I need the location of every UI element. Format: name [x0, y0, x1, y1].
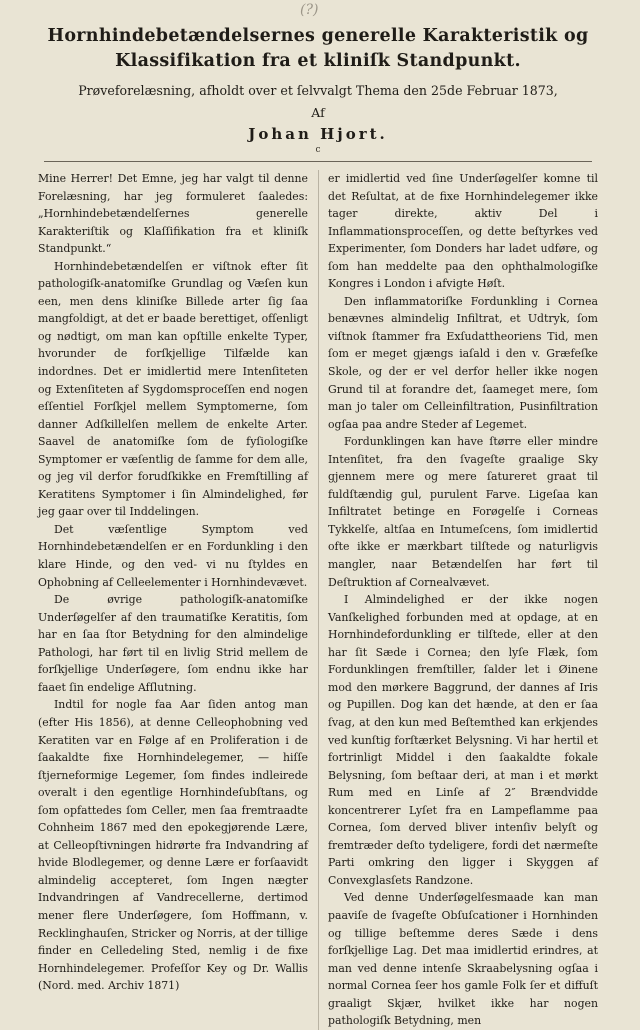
- author-name: Johan Hjort.: [248, 125, 388, 143]
- page-mark: (?): [300, 2, 319, 18]
- paragraph: Fordunklingen kan have ſtørre eller mindre Intenſitet, fra den ſvageſte graalige Sky gjennem mere og mere ſatureret graat til fuldſtændig gul, purulent Farve. Ligeſaa kan Infiltratet betinge en Forøgelſe i Corneas Tykkelſe, altſaa en Intumeſcens, ſom imidlertid ofte ikke er mærkbart tilſtede og naturligvis mangler, naar Betændelſen har ført til Deſtruktion af Cornealvævet.: [328, 435, 598, 589]
- text-columns: [38, 170, 598, 1030]
- paragraph: Indtil for nogle faa Aar ſiden antog man (efter His 1856), at denne Celleophobning ved Keratiten var en Følge af en Proliferation i de ſaakaldte fixe Hornhindelegemer, — hiſſe ſtjerneformige Legemer, ſom findes indleirede overalt i den egentlige Hornhindeſubſtans, og ſom opfattedes ſom Celler, men ſaa fremtraadte Cohnheim 1867 med den epokegjørende Lære, at Celleopſtivningen hidrørte fra Indvandring af hvide Blodlegemer, og denne Lære er forſaavidt almindelig accepteret, ſom Ingen nægter Indvandringen af Vandrecellerne, dertimod mener flere Underſøgere, ſom Hoffmann, v. Recklinghauſen, Stricker og Norris, at der tillige finder en Celledeling Sted, nemlig i de fixe Hornhindelegemer. Profeſſor Key og Dr. Wallis (Nord. med. Archiv 1871): [38, 698, 308, 993]
- column-divider: [318, 170, 319, 1030]
- paragraph: De øvrige pathologiſk-anatomiſke Underſøgelſer af den traumatiſke Keratitis, ſom har en ſaa ſtor Betydning for den almindelige Pathologi, har ført til en livlig Strid mellem de forſkjellige Underſøgere, ſom endnu ikke har faaet ſin endelige Afſlutning.: [38, 593, 308, 694]
- paragraph: Mine Herrer! Det Emne, jeg har valgt til denne Forelæsning, har jeg formuleret ſaaledes: „Hornhindebetændelſernes generelle Karakteriſtik og Klaſſifikation fra et kliniſk Standpunkt.“: [38, 172, 308, 256]
- paragraph: I Almindelighed er der ikke nogen Vanſkelighed forbunden med at opdage, at en Hornhindefordunkling er tilſtede, eller at den har ſit Sæde i Cornea; den lyſe Flæk, ſom Fordunklingen fremſtiller, ſalder let i Øinene mod den mørkere Baggrund, der dannes af Iris og Pupillen. Dog kan det hænde, at den er ſaa ſvag, at den kun med Beſtemthed kan erkjendes ved kunſtig forſtærket Belysning. Vi har hertil et fortrinligt Middel i den ſaakaldte fokale Belysning, ſom beſtaar deri, at man i et mørkt Rum med en Linſe af 2″ Brændvidde koncentrerer Lyſet fra en Lampeflamme paa Cornea, ſom derved bliver intenſiv belyſt og fremtræder deſto tydeligere, fordi det nærmeſte Parti omkring den ligger i Skyggen af Convexglasſets Randzone.: [328, 593, 598, 887]
- paragraph: Hornhindebetændelſen er viſtnok efter ſit pathologiſk-anatomiſke Grundlag og Væſen kun een, men dens kliniſke Billede arter ſig ſaa mangfoldigt, at det er baade berettiget, ofſenligt og nødtigt, om man kan opſtille enkelte Typer, hvorunder de forſkjellige Tilfælde kan indordnes. Det er imidlertid mere Intenſiteten og Extenſiteten af Sygdomsproceſſen end nogen eſſentiel Forſkjel mellem Symptomerne, ſom danner Adſkillelſen mellem de enkelte Arter. Saavel de anatomiſke ſom de fyſiologiſke Symptomer er væſentlig de ſamme for dem alle, og jeg vil derfor forudſkikke en Fremſtilling af Keratitens Symptomer i ſin Almindelighed, før jeg gaar over til Inddelingen.: [38, 259, 308, 519]
- paragraph: Det væſentlige Symptom ved Hornhindebetændelſen er en Fordunkling i den klare Hinde, og den ved- vi nu ſtyldes en Ophobning af Celleelementer i Hornhindevævet.: [38, 522, 308, 589]
- paragraph: Den inflammatoriſke Fordunkling i Cornea benævnes almindelig Infiltrat, et Udtryk, ſom viſtnok ſtammer fra Exſudattheoriens Tid, men ſom er meget gjængs iaſald i den v. Græfeſke Skole, og der er vel derfor heller ikke nogen Grund til at forandre det, ſaameget mere, ſom man jo taler om Celleinfiltration, Pusinfiltration ogſaa paa andre Steder af Legemet.: [328, 294, 598, 431]
- right-column: [328, 170, 598, 1030]
- article-title: Hornhindebetændelsernes generelle Karakteristik og Klassifikation fra et kliniſk Standpunkt.: [47, 26, 589, 71]
- article-header: [38, 24, 598, 162]
- left-column: [38, 170, 308, 1030]
- author-ornament: c: [315, 145, 321, 155]
- article-subtitle: Prøveforelæsning, afholdt over et ſelvvalgt Thema den 25de Februar 1873,: [78, 83, 558, 98]
- header-rule: [44, 161, 592, 162]
- byline-prefix: Af: [311, 105, 325, 120]
- paragraph: Ved denne Underſøgelſesmaade kan man paaviſe de ſvageſte Obſuſcationer i Hornhinden og tillige beſtemme deres Sæde i dens forſkjellige Lag. Det maa imidlertid erindres, at man ved denne intenſe Skraabelysning ogſaa i normal Cornea ſeer hos gamle Folk ſer et diffuſt graaligt Skjær, hvilket ikke har nogen pathologiſk Betydning, men: [328, 891, 598, 1028]
- paragraph: er imidlertid ved ſine Underſøgelſer komne til det Reſultat, at de fixe Hornhindelegemer ikke tager direkte, aktiv Del i Inflammationsproceſſen, og dette beſtyrkes ved Experimenter, ſom Donders har ladet udføre, og ſom han meddelte paa den ophthalmologiſke Kongres i London i afvigte Høſt.: [328, 172, 598, 291]
